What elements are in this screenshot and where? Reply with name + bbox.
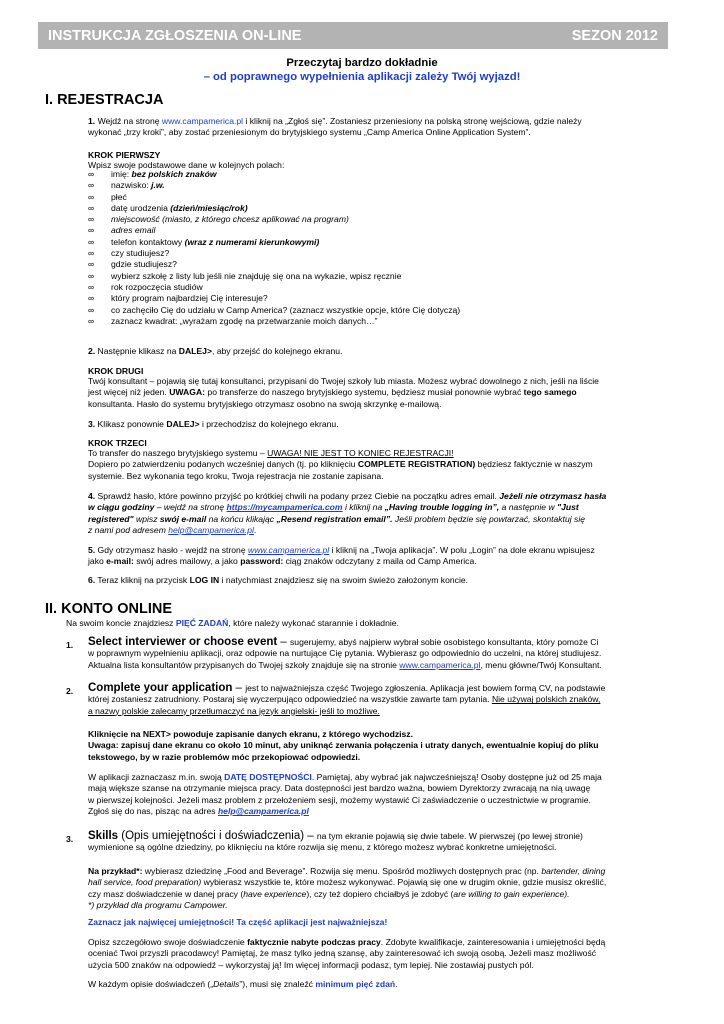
- season-label: SEZON 2012: [571, 27, 658, 44]
- required-field-item: ∞ imię: bez polskich znaków: [88, 169, 217, 179]
- required-field-item: ∞ miejscowość (miasto, z którego chcesz aplikować na program): [88, 214, 349, 225]
- required-fields-list: [88, 169, 460, 327]
- required-field-item: ∞ datę urodzenia (dzień/miesiąc/rok): [88, 202, 248, 213]
- help-email-link[interactable]: help@campamerica.pl: [168, 524, 254, 535]
- campamerica-link[interactable]: www.campamerica.pl: [161, 116, 244, 126]
- infinity-bullet-icon: ∞: [88, 293, 95, 304]
- dalej-label: DALEJ>: [178, 346, 212, 356]
- step-1: 1. Wejdź na stronę www.campamerica.pl i kliknij na „Zgłoś się”. Zostaniesz przeniesiony na polską stronę wejściową, gdzie należy wykonać „trzy kroki”, aby zostać przeniesionym do brytyjskiego systemu „Camp America Online Application System”.: [88, 116, 582, 138]
- section-account-heading: II. KONTO ONLINE: [45, 601, 173, 617]
- infinity-bullet-icon: ∞: [88, 259, 95, 270]
- campamerica-link-2[interactable]: www.campamerica.pl: [248, 545, 330, 555]
- item-2-save-notice: Kliknięcie na NEXT> powoduje zapisanie danych ekranu, z którego wychodzisz. Uwaga: zapisuj dane ekranu co około 10 minut, aby uniknąć zerwania połączenia i utraty danych, ewentualnie kopiuj do pliku tekstowego, by w razie problemów móc przekopiować odpowiedzi.: [88, 729, 599, 762]
- required-field-item: ∞ adres email: [88, 225, 156, 236]
- item-1-title: Select interviewer or choose event: [88, 636, 278, 648]
- item-select-interviewer: Select interviewer or choose event – sugerujemy, abyś najpierw wybrał sobie osobistego konsultanta, który pomoże Ci w poprawnym wypełnieniu aplikacji, oraz odpowie na nurtujące Cię pytania. Wybierasz go odpowiednio do uczelni, na której studiujesz. Aktualna lista konsultantów przypisanych do Twojej szkoły znajduje się na stronie www.campamerica.pl, menu główne/Twój Konsultant.: [88, 636, 602, 670]
- intro-subheading: – od poprawnego wypełnienia aplikacji zależy Twój wyjazd!: [203, 71, 521, 83]
- krok-trzeci-title: KROK TRZECI: [88, 438, 147, 448]
- skills-warning: Zaznacz jak najwięcej umiejętności! Ta część aplikacji jest najważniejsza!: [88, 917, 388, 927]
- infinity-bullet-icon: ∞: [88, 248, 95, 259]
- required-field-item: ∞ telefon kontaktowy (wraz z numerami kierunkowymi): [88, 236, 320, 247]
- infinity-bullet-icon: ∞: [88, 191, 95, 202]
- warning-not-end: UWAGA! NIE JEST TO KONIEC REJESTRACJI!: [267, 448, 454, 458]
- document-title: INSTRUKCJA ZGŁOSZENIA ON-LINE: [48, 27, 302, 44]
- required-field-item: ∞ wybierz szkołę z listy lub jeśli nie znajduję się ona na wykazie, wpisz ręcznie: [88, 270, 402, 281]
- section-account-intro: Na swoim koncie znajdziesz PIĘĆ ZADAŃ, które należy wykonać starannie i dokładnie.: [66, 618, 399, 628]
- krok-drugi-text: Twój konsultant – pojawią się tutaj konsultanci, przypisani do Twojej szkoły lub miasta. Możesz wybrać dowolnego z nich, jeśli na liście jest więcej niż jeden. UWAGA: po transferze do naszego brytyjskiego systemu, będziesz musiał ponownie wybrać tego samego konsultanta. Hasło do systemu brytyjskiego otrzymasz osobno na swoją skrzynkę e-mailową.: [88, 376, 599, 409]
- item-2-title: Complete your application: [88, 682, 233, 694]
- item-2-number: 2.: [66, 686, 74, 696]
- infinity-bullet-icon: ∞: [88, 180, 95, 191]
- help-email-link-2[interactable]: help@campamerica.pl: [217, 805, 309, 816]
- step-5: 5. Gdy otrzymasz hasło - wejdź na stronę www.campamerica.pl i kliknij na „Twoja aplikacja”. W polu „Login” na dole ekranu wpisujesz jako e-mail: swój adres mailowy, a jako password: ciąg znaków odczytany z maila od Camp America.: [88, 545, 595, 567]
- step-2: 2. Następnie klikasz na DALEJ>, aby przejść do kolejnego ekranu.: [88, 346, 343, 356]
- item-3-description: Opisz szczegółowo swoje doświadczenie faktycznie nabyte podczas pracy. Zdobyte kwalifikacje, zainteresowania i umiejętności będą oceniać Twoi przyszli pracodawcy! Pamiętaj, że masz tylko jedną szansę, aby zainteresować ich swoją osobą. Jeżeli masz możliwość użycia 500 znaków na odpowiedź – wykorzystaj ją! Im więcej informacji podasz, tym lepiej. Nie zostawiaj pustych pól.: [88, 937, 606, 970]
- item-1-number: 1.: [66, 640, 74, 650]
- step-3: 3. Klikasz ponownie DALEJ> i przechodzisz do kolejnego ekranu.: [88, 419, 339, 429]
- required-field-item: ∞ co zachęciło Cię do udziału w Camp America? (zaznacz wszystkie opcje, które Cię dotyczą): [88, 304, 461, 315]
- intro-heading: Przeczytaj bardzo dokładnie: [286, 57, 438, 69]
- campamerica-link-3[interactable]: www.campamerica.pl: [399, 659, 481, 670]
- infinity-bullet-icon: ∞: [88, 225, 95, 236]
- item-skills: Skills (Opis umiejętności i doświadczenia) – na tym ekranie pojawią się dwie tabele. W pierwszej (po lewej stronie) wymienione są ogólne dziedziny, po kliknięciu na które rozwija się menu, z którego możesz wybrać konkretne umiejętności.: [88, 830, 583, 853]
- item-3-number: 3.: [66, 834, 74, 844]
- krok-pierwszy-title: KROK PIERWSZY: [88, 150, 161, 160]
- five-tasks-label: PIĘĆ ZADAŃ: [175, 618, 229, 628]
- infinity-bullet-icon: ∞: [88, 236, 95, 247]
- step-6: 6. Teraz kliknij na przycisk LOG IN i natychmiast znajdziesz się na swoim świeżo założonym koncie.: [88, 575, 469, 585]
- item-3-details-note: W każdym opisie doświadczeń („Details”), musi się znaleźć minimum pięć zdań.: [88, 979, 398, 989]
- infinity-bullet-icon: ∞: [88, 169, 95, 179]
- availability-date-label: DATĘ DOSTĘPNOŚCI: [224, 772, 312, 782]
- required-field-item: ∞ zaznacz kwadrat: „wyrażam zgodę na przetwarzanie moich danych…”: [88, 315, 378, 326]
- step-number: 1.: [88, 116, 96, 126]
- required-field-item: ∞ gdzie studiujesz?: [88, 259, 177, 270]
- header-banner: [38, 22, 668, 49]
- required-field-item: ∞ nazwisko: j.w.: [88, 180, 165, 191]
- required-field-item: ∞ czy studiujesz?: [88, 248, 170, 259]
- infinity-bullet-icon: ∞: [88, 304, 95, 315]
- krok-drugi-title: KROK DRUGI: [88, 366, 144, 376]
- infinity-bullet-icon: ∞: [88, 214, 95, 225]
- infinity-bullet-icon: ∞: [88, 270, 95, 281]
- infinity-bullet-icon: ∞: [88, 315, 95, 326]
- infinity-bullet-icon: ∞: [88, 281, 95, 292]
- krok-trzeci-text: To transfer do naszego brytyjskiego systemu – UWAGA! NIE JEST TO KONIEC REJESTRACJI! Dopiero po zatwierdzeniu podanych wcześniej danych (tj. po kliknięciu COMPLETE REGISTRATION) będziesz faktycznie w naszym systemie. Bez wykonania tego kroku, Twoja rejestracja nie zostanie zapisana.: [88, 448, 593, 481]
- min-five-sentences-label: minimum pięć zdań: [315, 979, 396, 989]
- item-3-title: Skills: [88, 830, 119, 842]
- infinity-bullet-icon: ∞: [88, 202, 95, 213]
- step-4: 4. Sprawdź hasło, które powinno przyjść po krótkiej chwili na podany przez Ciebie na początku adres email. Jeżeli nie otrzymasz hasła w ciągu godziny – wejdź na stronę https://mycampamerica.com i kliknij na „Having trouble logging in”, a następnie w "Just registered" wpisz swój e-mail na końcu klikając „Resend registration email”. Jeśli problem będzie się powtarzać, skontaktuj się z nami pod adresem help@campamerica.pl.: [88, 491, 607, 535]
- required-field-item: ∞ płeć: [88, 191, 127, 202]
- required-field-item: ∞ rok rozpoczęcia studiów: [88, 281, 203, 292]
- krok-pierwszy-intro: Wpisz swoje podstawowe dane w kolejnych polach:: [88, 160, 285, 170]
- item-3-example: Na przykład*: wybierasz dziedzinę „Food and Beverage”. Rozwija się menu. Spośród możliwych dostępnych prac (np. bartender, dining hall service, food preparation) wybierasz wszystkie te, które możesz wykonywać. Pojawią się one w drugim oknie, gdzie musisz określić, czy masz doświadczenie w danej pracy (have experience), czy też dopiero chciałbyś je zdobyć (are willing to gain experience). *) przykład dla programu Campower.: [88, 866, 607, 910]
- mycampamerica-link[interactable]: https://mycampamerica.com: [226, 502, 343, 513]
- item-complete-application: Complete your application – jest to najważniejsza część Twojego zgłoszenia. Aplikacja jest bowiem formą CV, na podstawie której zostaniesz zatrudniony. Postaraj się wyczerpująco odpowiedzieć na wszystkie zawarte tam pytania. Nie używaj polskich znaków, a nazwy polskie zalecamy przetłumaczyć na język angielski- jeśli to możliwe.: [88, 682, 606, 716]
- section-registration-heading: I. REJESTRACJA: [45, 92, 164, 108]
- item-2-availability: W aplikacji zaznaczasz m.in. swoją DATĘ DOSTĘPNOŚCI. Pamiętaj, aby wybrać jak najwcześniejszą! Osoby dostępne już od 25 maja mają większe szanse na otrzymanie miejsca pracy. Data dostępności jest bardzo ważna, bowiem Dyrektorzy zwracają na nią uwagę w pierwszej kolejności. Jeżeli masz problem z przełożeniem sesji, możemy wystawić Ci zaświadczenie o uczestnictwie w programie. Zgłoś się do nas, pisząc na adres help@campamerica.pl: [88, 772, 602, 816]
- required-field-item: ∞ który program najbardziej Cię interesuje?: [88, 293, 268, 304]
